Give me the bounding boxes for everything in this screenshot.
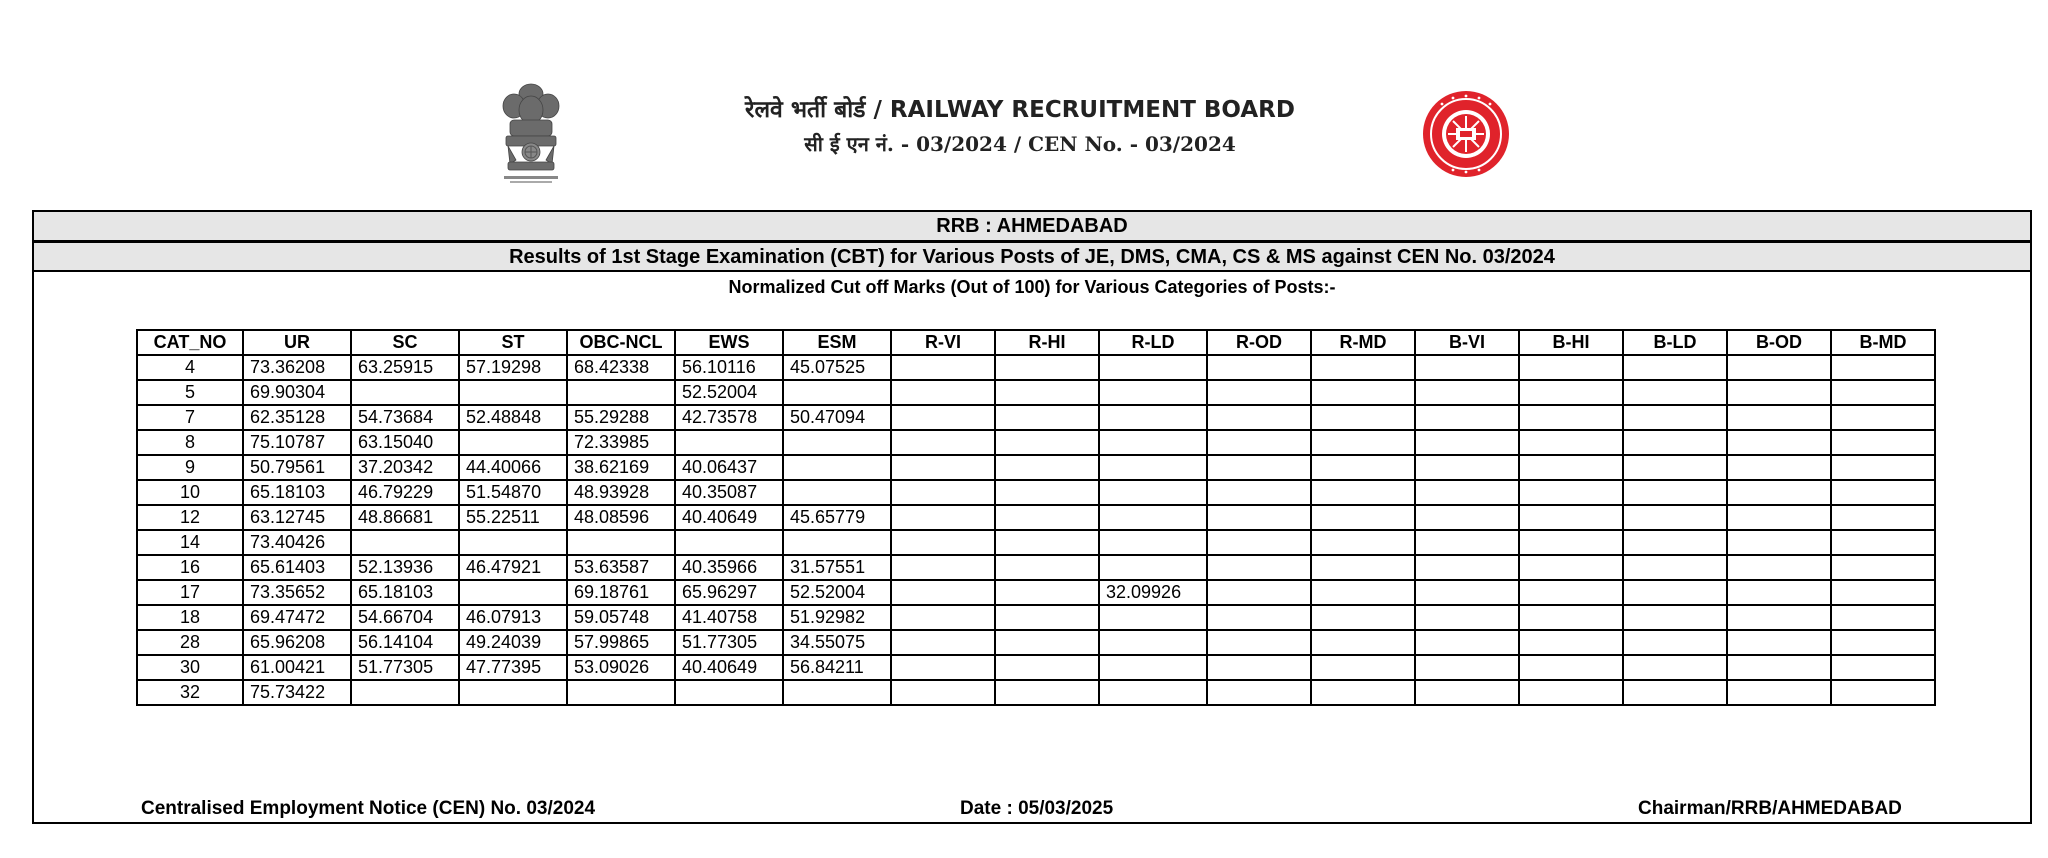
column-header-b-ld: B-LD [1623,330,1727,355]
column-header-b-od: B-OD [1727,330,1831,355]
cutoff-cell [1831,480,1935,505]
cutoff-cell [891,555,995,580]
cutoff-cell [1207,505,1311,530]
cutoff-cell [1831,430,1935,455]
cutoff-cell: 40.40649 [675,505,783,530]
cutoff-cell: 57.19298 [459,355,567,380]
footer-cen: Centralised Employment Notice (CEN) No. 03/2024 [141,798,596,819]
cutoff-cell [1207,405,1311,430]
cutoff-cell [1831,655,1935,680]
cutoff-cell: 52.13936 [351,555,459,580]
cutoff-cell: 34.55075 [783,630,891,655]
cutoff-cell [1831,405,1935,430]
cutoff-cell [995,380,1099,405]
cat-no-cell: 10 [137,480,243,505]
cutoff-table [136,329,1936,706]
cutoff-cell [1623,530,1727,555]
cutoff-cell [1207,380,1311,405]
cutoff-cell [1831,580,1935,605]
column-header-esm: ESM [783,330,891,355]
cutoff-cell: 55.29288 [567,405,675,430]
cutoff-cell [1311,580,1415,605]
cutoff-cell [1415,530,1519,555]
cutoff-cell: 54.73684 [351,405,459,430]
cutoff-cell: 63.25915 [351,355,459,380]
cutoff-cell [995,505,1099,530]
cutoff-cell [995,655,1099,680]
cat-no-cell: 16 [137,555,243,580]
cutoff-cell [783,430,891,455]
cutoff-cell: 46.79229 [351,480,459,505]
cutoff-cell: 73.40426 [243,530,351,555]
cat-no-cell: 5 [137,380,243,405]
cutoff-cell [459,380,567,405]
cutoff-cell [1415,580,1519,605]
cutoff-cell [459,680,567,705]
cutoff-cell: 55.22511 [459,505,567,530]
cutoff-cell [1099,455,1207,480]
cutoff-cell [1207,480,1311,505]
cat-no-cell: 8 [137,430,243,455]
cutoff-cell [995,680,1099,705]
cutoff-cell: 32.09926 [1099,580,1207,605]
table-row [137,680,1935,705]
cutoff-cell: 48.08596 [567,505,675,530]
cutoff-cell [1099,355,1207,380]
cutoff-cell: 72.33985 [567,430,675,455]
column-header-obc-ncl: OBC-NCL [567,330,675,355]
cutoff-cell [1727,555,1831,580]
cutoff-cell [1415,630,1519,655]
cutoff-cell [675,680,783,705]
cutoff-cell [1311,630,1415,655]
cutoff-cell [783,480,891,505]
column-header-r-hi: R-HI [995,330,1099,355]
table-row [137,380,1935,405]
table-row [137,480,1935,505]
cutoff-cell: 57.99865 [567,630,675,655]
table-row [137,455,1935,480]
table-row [137,355,1935,380]
cutoff-cell [1623,455,1727,480]
cutoff-cell [351,680,459,705]
cutoff-cell [995,555,1099,580]
cutoff-cell [891,380,995,405]
column-header-r-vi: R-VI [891,330,995,355]
column-header-st: ST [459,330,567,355]
cutoff-cell [1831,355,1935,380]
cutoff-cell [1311,405,1415,430]
cutoff-cell: 42.73578 [675,405,783,430]
cutoff-cell [1099,555,1207,580]
cutoff-cell [1519,605,1623,630]
cutoff-cell: 69.18761 [567,580,675,605]
cutoff-cell [1727,455,1831,480]
cutoff-cell: 52.52004 [675,380,783,405]
cutoff-cell [1623,605,1727,630]
column-header-b-vi: B-VI [1415,330,1519,355]
cutoff-cell [1415,380,1519,405]
cutoff-cell [995,630,1099,655]
cat-no-cell: 30 [137,655,243,680]
table-row [137,430,1935,455]
cutoff-cell [1623,430,1727,455]
table-row [137,505,1935,530]
cutoff-cell [1099,630,1207,655]
cutoff-cell: 38.62169 [567,455,675,480]
table-row [137,580,1935,605]
cutoff-cell [1207,355,1311,380]
cutoff-cell [459,580,567,605]
cutoff-cell [1099,505,1207,530]
cutoff-cell: 56.10116 [675,355,783,380]
cutoff-cell [995,405,1099,430]
cutoff-cell: 46.47921 [459,555,567,580]
cutoff-cell [1519,555,1623,580]
cutoff-cell [1831,555,1935,580]
cutoff-cell: 48.93928 [567,480,675,505]
cat-no-cell: 14 [137,530,243,555]
cutoff-cell [1727,480,1831,505]
column-header-b-md: B-MD [1831,330,1935,355]
cutoff-cell [1727,605,1831,630]
cutoff-cell [1831,505,1935,530]
cutoff-cell: 59.05748 [567,605,675,630]
cutoff-cell [1519,630,1623,655]
cutoff-cell [1311,605,1415,630]
cutoff-cell [783,380,891,405]
column-header-ur: UR [243,330,351,355]
cutoff-cell: 45.07525 [783,355,891,380]
cutoff-cell [1831,380,1935,405]
cutoff-cell [1727,505,1831,530]
cutoff-cell [995,580,1099,605]
cutoff-cell [1415,680,1519,705]
column-header-sc: SC [351,330,459,355]
cutoff-cell [1099,480,1207,505]
header-title: रेलवे भर्ती बोर्ड / RAILWAY RECRUITMENT BOARD [745,97,1295,123]
cutoff-cell [891,480,995,505]
cutoff-cell: 69.90304 [243,380,351,405]
cutoff-cell [1831,605,1935,630]
cutoff-cell [1207,605,1311,630]
cutoff-cell [1099,680,1207,705]
board-band: RRB : AHMEDABAD [34,212,2030,242]
cutoff-cell [1415,480,1519,505]
cutoff-cell: 52.48848 [459,405,567,430]
cutoff-cell: 40.35966 [675,555,783,580]
cutoff-cell [1727,430,1831,455]
cutoff-cell: 68.42338 [567,355,675,380]
cutoff-cell [1311,505,1415,530]
cutoff-cell: 53.09026 [567,655,675,680]
cutoff-cell [1623,380,1727,405]
cutoff-cell [1727,380,1831,405]
cutoff-cell: 50.79561 [243,455,351,480]
cutoff-cell: 50.47094 [783,405,891,430]
cutoff-cell: 37.20342 [351,455,459,480]
cutoff-cell [1311,655,1415,680]
cutoff-cell [1519,405,1623,430]
cat-no-cell: 4 [137,355,243,380]
cutoff-cell: 61.00421 [243,655,351,680]
cutoff-cell [1519,455,1623,480]
cutoff-cell [1099,430,1207,455]
column-header-r-md: R-MD [1311,330,1415,355]
table-row [137,555,1935,580]
cutoff-cell: 54.66704 [351,605,459,630]
cat-no-cell: 12 [137,505,243,530]
cutoff-cell [1623,355,1727,380]
cutoff-cell: 73.36208 [243,355,351,380]
cutoff-cell [567,380,675,405]
cutoff-cell [1519,380,1623,405]
cutoff-cell [1727,405,1831,430]
column-header-r-ld: R-LD [1099,330,1207,355]
cutoff-cell: 65.96208 [243,630,351,655]
cutoff-cell: 47.77395 [459,655,567,680]
cutoff-cell [1207,680,1311,705]
cutoff-cell [1727,680,1831,705]
cutoff-cell [1207,430,1311,455]
cutoff-cell [1415,455,1519,480]
cutoff-cell [1311,430,1415,455]
cutoff-cell [1415,555,1519,580]
cutoff-cell: 48.86681 [351,505,459,530]
cutoff-cell [1623,555,1727,580]
cutoff-cell [1415,430,1519,455]
cutoff-cell [1727,630,1831,655]
cutoff-cell: 40.06437 [675,455,783,480]
cutoff-cell [995,530,1099,555]
cutoff-cell [675,530,783,555]
cutoff-cell [995,480,1099,505]
cutoff-cell [995,355,1099,380]
cutoff-cell: 65.18103 [351,580,459,605]
table-row [137,405,1935,430]
cat-no-cell: 18 [137,605,243,630]
cutoff-cell [1099,405,1207,430]
cutoff-cell [1415,405,1519,430]
cat-no-cell: 28 [137,630,243,655]
table-row [137,630,1935,655]
cutoff-cell [1727,580,1831,605]
cutoff-cell: 53.63587 [567,555,675,580]
cutoff-cell: 44.40066 [459,455,567,480]
cutoff-cell [1519,505,1623,530]
cat-no-cell: 7 [137,405,243,430]
cutoff-cell [1727,355,1831,380]
cutoff-cell [1311,530,1415,555]
cutoff-cell [1415,505,1519,530]
column-header-cat-no: CAT_NO [137,330,243,355]
cutoff-cell [675,430,783,455]
cutoff-cell [995,455,1099,480]
cutoff-cell [783,530,891,555]
cutoff-cell: 62.35128 [243,405,351,430]
table-row [137,605,1935,630]
cutoff-cell [1099,655,1207,680]
cutoff-caption: Normalized Cut off Marks (Out of 100) for Various Categories of Posts:- [728,277,1336,297]
cutoff-cell: 69.47472 [243,605,351,630]
cutoff-cell [1831,630,1935,655]
cutoff-cell [459,430,567,455]
cutoff-cell [1207,530,1311,555]
table-row [137,655,1935,680]
table-header-row [137,330,1935,355]
cutoff-cell: 56.84211 [783,655,891,680]
cutoff-cell: 63.15040 [351,430,459,455]
cutoff-cell [1519,655,1623,680]
cutoff-cell [567,680,675,705]
cutoff-cell [995,605,1099,630]
cutoff-cell [1311,680,1415,705]
cutoff-cell: 52.52004 [783,580,891,605]
cutoff-cell [1207,630,1311,655]
column-header-r-od: R-OD [1207,330,1311,355]
footer-date: Date : 05/03/2025 [960,798,1114,819]
cutoff-cell [891,430,995,455]
cutoff-cell [1831,530,1935,555]
cutoff-cell: 49.24039 [459,630,567,655]
cutoff-cell [351,380,459,405]
cutoff-cell [459,530,567,555]
cutoff-cell [1311,455,1415,480]
cutoff-cell: 51.77305 [675,630,783,655]
column-header-b-hi: B-HI [1519,330,1623,355]
cutoff-cell [783,680,891,705]
cutoff-cell [783,455,891,480]
cutoff-cell: 51.54870 [459,480,567,505]
cutoff-cell: 63.12745 [243,505,351,530]
table-row [137,530,1935,555]
cutoff-cell [1099,380,1207,405]
cutoff-cell [1519,680,1623,705]
cutoff-cell [1831,455,1935,480]
cutoff-cell [1207,580,1311,605]
rrb-seal-logo [1422,90,1510,178]
cutoff-cell: 51.92982 [783,605,891,630]
cutoff-cell: 41.40758 [675,605,783,630]
cutoff-cell: 51.77305 [351,655,459,680]
cutoff-cell [1207,655,1311,680]
cutoff-cell [1519,355,1623,380]
cutoff-cell: 40.35087 [675,480,783,505]
cutoff-cell [1623,630,1727,655]
cutoff-cell [1311,355,1415,380]
cutoff-cell: 75.10787 [243,430,351,455]
cutoff-cell [351,530,459,555]
cutoff-cell [1415,605,1519,630]
national-emblem-logo [496,80,566,188]
cutoff-cell [1099,530,1207,555]
cutoff-cell [1311,555,1415,580]
cat-no-cell: 9 [137,455,243,480]
cutoff-cell [891,355,995,380]
cutoff-cell [891,655,995,680]
cutoff-cell: 65.61403 [243,555,351,580]
cutoff-cell [1727,655,1831,680]
cutoff-cell [1519,430,1623,455]
table-body [137,355,1935,705]
cutoff-cell [1727,530,1831,555]
cutoff-cell [891,455,995,480]
results-band: Results of 1st Stage Examination (CBT) for Various Posts of JE, DMS, CMA, CS & MS against CEN No. 03/2024 [34,242,2030,272]
cutoff-cell [1623,480,1727,505]
cutoff-cell [891,580,995,605]
cutoff-cell [1831,680,1935,705]
header-subtitle: सी ई एन नं. - 03/2024 / CEN No. - 03/2024 [804,132,1236,156]
column-header-ews: EWS [675,330,783,355]
cutoff-cell: 31.57551 [783,555,891,580]
cutoff-cell [891,605,995,630]
cutoff-cell [1623,655,1727,680]
cutoff-cell [1311,480,1415,505]
cutoff-cell [1099,605,1207,630]
cutoff-cell: 75.73422 [243,680,351,705]
cutoff-cell [1415,655,1519,680]
cutoff-cell [1207,555,1311,580]
cutoff-cell [995,430,1099,455]
cutoff-cell [1415,355,1519,380]
cutoff-cell [891,530,995,555]
footer-signatory: Chairman/RRB/AHMEDABAD [1638,798,1902,819]
cat-no-cell: 17 [137,580,243,605]
cutoff-cell [1519,580,1623,605]
cutoff-cell [891,680,995,705]
cutoff-cell: 65.96297 [675,580,783,605]
cutoff-cell [891,405,995,430]
cutoff-cell [1623,580,1727,605]
cutoff-cell [891,630,995,655]
cutoff-cell [1311,380,1415,405]
cutoff-cell [1207,455,1311,480]
cutoff-cell: 46.07913 [459,605,567,630]
cutoff-cell: 45.65779 [783,505,891,530]
cutoff-cell: 40.40649 [675,655,783,680]
cutoff-cell [1623,405,1727,430]
cutoff-cell: 65.18103 [243,480,351,505]
cutoff-cell [1519,480,1623,505]
cutoff-cell [1623,505,1727,530]
cutoff-cell [567,530,675,555]
cutoff-cell [1623,680,1727,705]
cutoff-cell [891,505,995,530]
cutoff-cell [1519,530,1623,555]
cat-no-cell: 32 [137,680,243,705]
cutoff-cell: 56.14104 [351,630,459,655]
cutoff-cell: 73.35652 [243,580,351,605]
